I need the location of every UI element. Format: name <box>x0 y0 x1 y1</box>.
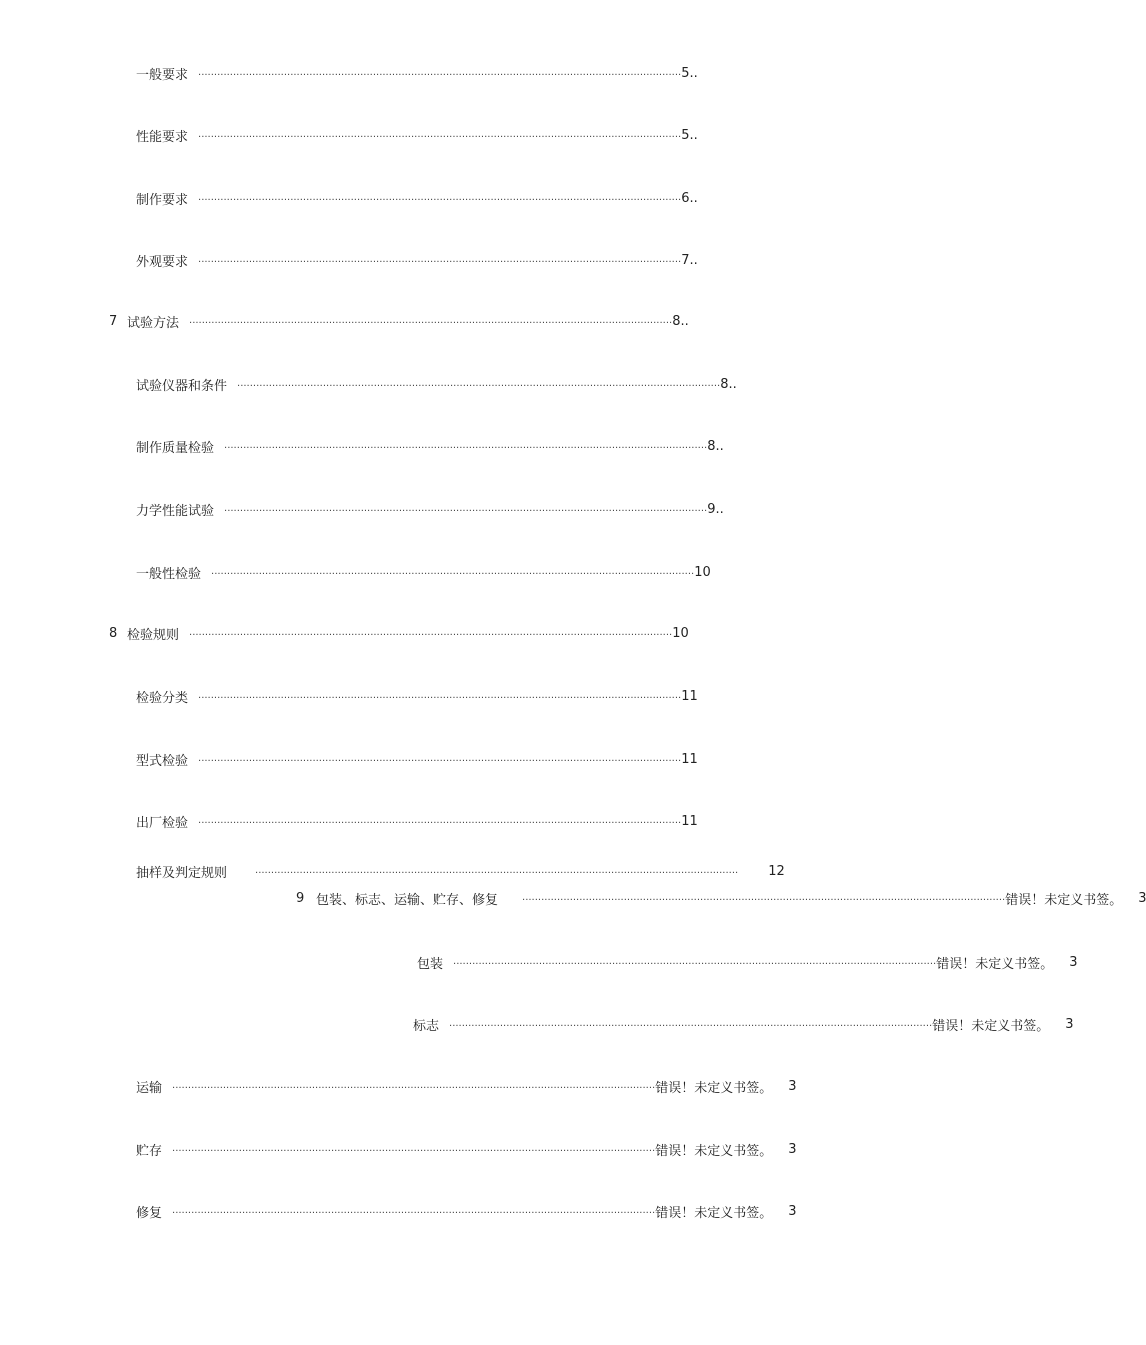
toc-entry-page: 10 <box>694 564 711 580</box>
toc-entry-page: 8.. <box>672 313 689 329</box>
toc-entry[interactable] <box>136 436 724 456</box>
toc-entry-label: 一般要求 <box>136 67 189 83</box>
toc-entry[interactable] <box>136 188 698 208</box>
toc-entry-error: 错误！未定义书签。 <box>936 956 1054 972</box>
toc-entry-page: 3 <box>788 1078 797 1094</box>
dot-leader: ........................................................................................................................................................ <box>172 1080 656 1091</box>
toc-entry-label: 标志 <box>413 1018 440 1034</box>
toc-entry[interactable] <box>413 1014 1074 1034</box>
toc-entry[interactable] <box>417 952 1078 972</box>
toc-entry[interactable] <box>136 749 698 769</box>
toc-entry-number: 7 <box>109 313 118 329</box>
toc-entry-label: 修复 <box>136 1205 163 1221</box>
toc-entry-label: 抽样及判定规则 <box>136 865 228 881</box>
dot-leader: ........................................................................................................................................................ <box>198 129 682 140</box>
toc-entry[interactable] <box>136 811 698 831</box>
toc-entry-label: 制作质量检验 <box>136 440 215 456</box>
toc-entry-number: 9 <box>296 890 305 906</box>
toc-entry-page: 7.. <box>681 252 698 268</box>
toc-entry-label: 试验方法 <box>127 315 180 331</box>
toc-entry-page: 5.. <box>681 65 698 81</box>
toc-entry[interactable] <box>136 125 698 145</box>
toc-entry-page: 6.. <box>681 190 698 206</box>
dot-leader: ........................................................................................................................................................ <box>224 503 708 514</box>
dot-leader: ........................................................................................................................................................ <box>189 315 673 326</box>
dot-leader: ........................................................................................................................................................ <box>198 254 682 265</box>
toc-entry-label: 型式检验 <box>136 753 189 769</box>
toc-entry-page: 9.. <box>707 501 724 517</box>
toc-entry-page: 12 <box>768 863 785 879</box>
toc-entry[interactable] <box>136 499 724 519</box>
toc-entry-page: 3 <box>788 1203 797 1219</box>
toc-entry-label: 检验分类 <box>136 690 189 706</box>
dot-leader: ........................................................................................................................................................ <box>198 753 682 764</box>
toc-entry-label: 性能要求 <box>136 129 189 145</box>
toc-entry[interactable] <box>136 562 711 582</box>
dot-leader: ........................................................................................................................................................ <box>237 378 721 389</box>
dot-leader: ........................................................................................................................................................ <box>198 192 682 203</box>
dot-leader: ........................................................................................................................................................ <box>449 1018 933 1029</box>
toc-entry[interactable] <box>109 311 689 331</box>
dot-leader: ........................................................................................................................................................ <box>198 67 682 78</box>
toc-entry-error: 错误！未定义书签。 <box>1005 892 1123 908</box>
toc-entry-label: 试验仪器和条件 <box>136 378 228 394</box>
toc-entry[interactable] <box>136 686 698 706</box>
toc-entry[interactable] <box>136 1201 797 1221</box>
dot-leader: ........................................................................................................................................................ <box>453 956 937 967</box>
toc-entry-label: 贮存 <box>136 1143 163 1159</box>
toc-entry-label: 包装、标志、运输、贮存、修复 <box>316 892 499 908</box>
dot-leader: ........................................................................................................................................................ <box>522 892 1006 903</box>
toc-entry-page: 11 <box>681 751 698 767</box>
dot-leader: ........................................................................................................................................................ <box>211 566 695 577</box>
dot-leader: ........................................................................................................................................................ <box>189 627 673 638</box>
toc-entry-label: 出厂检验 <box>136 815 189 831</box>
toc-entry[interactable] <box>136 1139 797 1159</box>
toc-entry[interactable] <box>136 861 785 881</box>
toc-entry-page: 3 <box>1069 954 1078 970</box>
toc-entry-number: 8 <box>109 625 118 641</box>
dot-leader: ........................................................................................................................................................ <box>255 865 739 876</box>
toc-entry-page: 3 <box>788 1141 797 1157</box>
dot-leader: ........................................................................................................................................................ <box>224 440 708 451</box>
toc-entry[interactable] <box>109 623 689 643</box>
toc-entry[interactable] <box>136 1076 797 1096</box>
toc-entry-label: 力学性能试验 <box>136 503 215 519</box>
toc-entry-label: 检验规则 <box>127 627 180 643</box>
dot-leader: ........................................................................................................................................................ <box>198 815 682 826</box>
toc-entry-page: 5.. <box>681 127 698 143</box>
toc-entry-page: 8.. <box>720 376 737 392</box>
toc-entry[interactable] <box>136 63 698 83</box>
toc-entry[interactable] <box>136 250 698 270</box>
toc-entry-page: 3 <box>1065 1016 1074 1032</box>
toc-entry[interactable] <box>296 888 1146 908</box>
toc-entry-error: 错误！未定义书签。 <box>655 1205 773 1221</box>
toc-entry-page: 8.. <box>707 438 724 454</box>
toc-entry-error: 错误！未定义书签。 <box>932 1018 1050 1034</box>
toc-entry-page: 11 <box>681 813 698 829</box>
dot-leader: ........................................................................................................................................................ <box>198 690 682 701</box>
dot-leader: ........................................................................................................................................................ <box>172 1205 656 1216</box>
toc-entry-error: 错误！未定义书签。 <box>655 1080 773 1096</box>
toc-entry-label: 外观要求 <box>136 254 189 270</box>
toc-entry[interactable] <box>136 374 737 394</box>
toc-entry-label: 运输 <box>136 1080 163 1096</box>
toc-entry-label: 一般性检验 <box>136 566 202 582</box>
toc-entry-label: 包装 <box>417 956 444 972</box>
toc-entry-error: 错误！未定义书签。 <box>655 1143 773 1159</box>
toc-entry-page: 11 <box>681 688 698 704</box>
toc-entry-label: 制作要求 <box>136 192 189 208</box>
toc-entry-page: 10 <box>672 625 689 641</box>
dot-leader: ........................................................................................................................................................ <box>172 1143 656 1154</box>
toc-entry-page: 3 <box>1138 890 1146 906</box>
